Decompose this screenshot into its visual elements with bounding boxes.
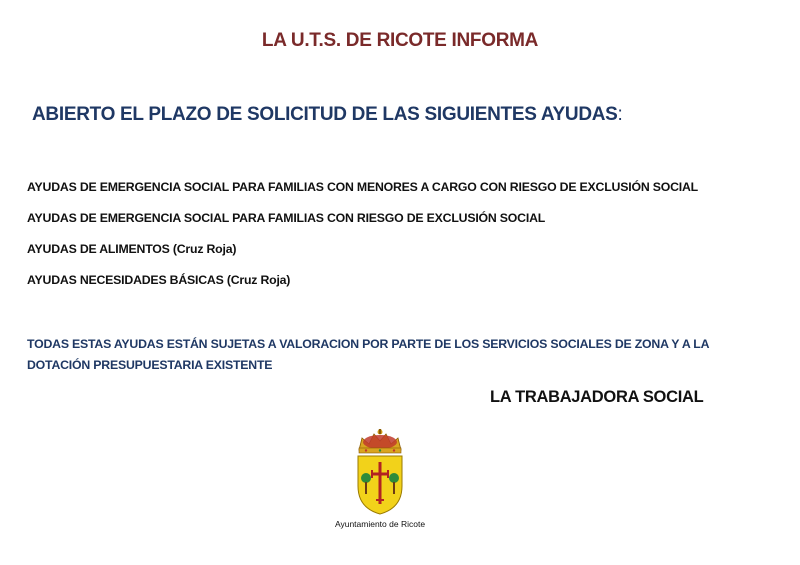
ayudas-list <box>27 178 698 302</box>
headline <box>32 104 623 126</box>
list-item: AYUDAS NECESIDADES BÁSICAS (Cruz Roja) <box>27 273 291 287</box>
headline-colon: : <box>617 104 623 125</box>
emblem-caption: Ayuntamiento de Ricote <box>334 519 426 529</box>
page-title: LA U.T.S. DE RICOTE INFORMA <box>261 30 539 51</box>
coat-of-arms-icon <box>354 428 406 516</box>
list-item: AYUDAS DE EMERGENCIA SOCIAL PARA FAMILIAS CON RIESGO DE EXCLUSIÓN SOCIAL <box>27 211 546 225</box>
signature: LA TRABAJADORA SOCIAL <box>490 388 704 406</box>
headline-text: ABIERTO EL PLAZO DE SOLICITUD DE LAS SIGUIENTES AYUDAS <box>32 104 618 125</box>
list-item: AYUDAS DE EMERGENCIA SOCIAL PARA FAMILIAS CON MENORES A CARGO CON RIESGO DE EXCLUSIÓN SOCIAL <box>27 180 698 194</box>
list-item: AYUDAS DE ALIMENTOS (Cruz Roja) <box>27 242 237 256</box>
notice-text: TODAS ESTAS AYUDAS ESTÁN SUJETAS A VALORACION POR PARTE DE LOS SERVICIOS SOCIALES DE ZONA Y A LA DOTACIÓN PRESUPUESTARIA EXISTENTE <box>27 337 709 372</box>
